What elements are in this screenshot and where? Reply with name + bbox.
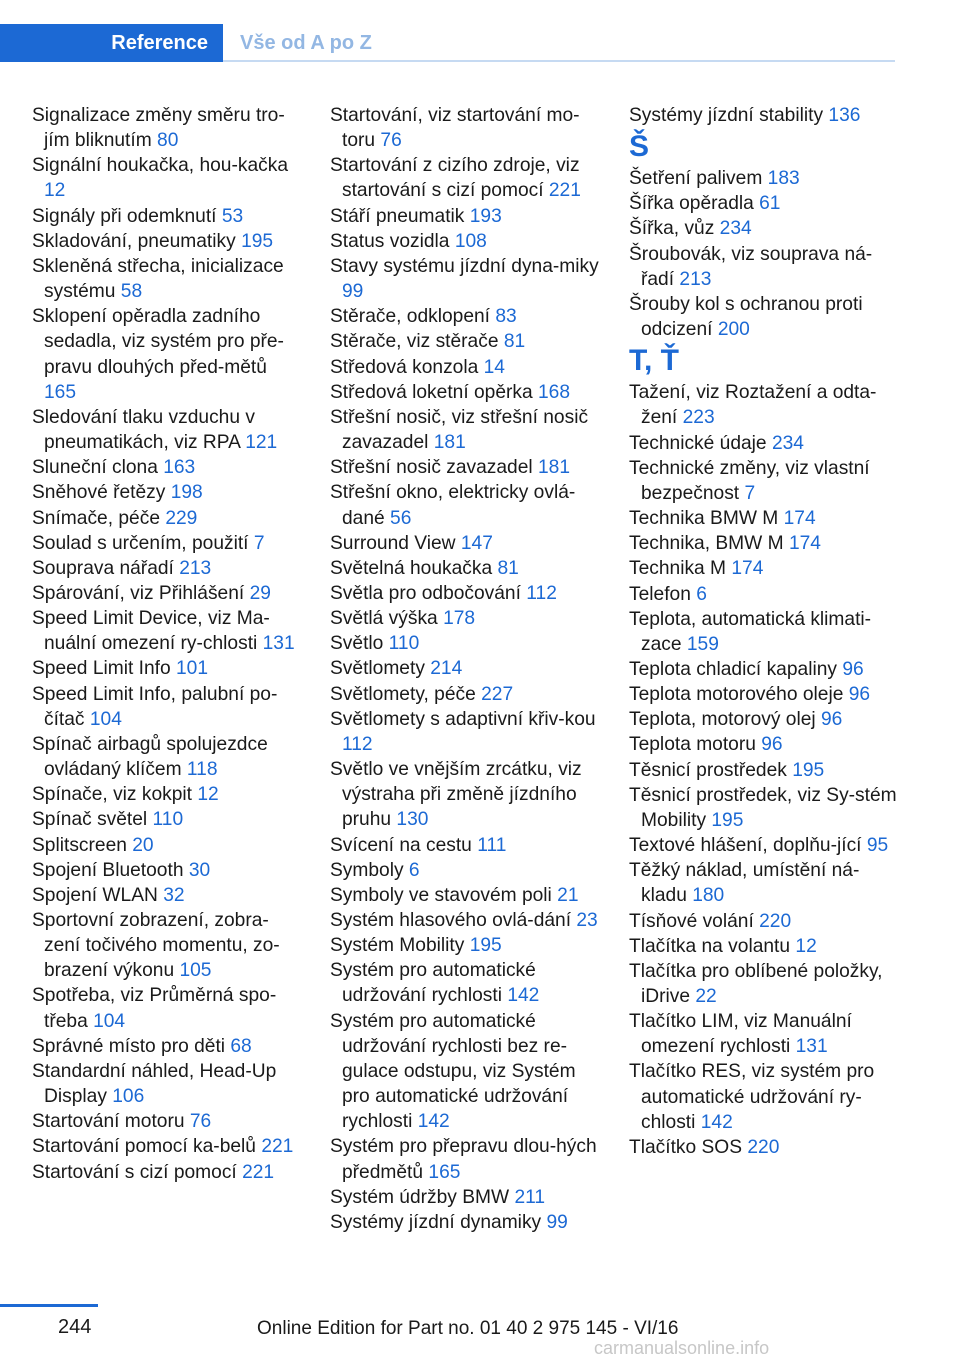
index-entry (330, 581, 602, 606)
index-entry-text: Systémy jízdní dynamiky (330, 1211, 542, 1233)
index-entry-text: Sněhové řetězy (32, 482, 166, 504)
index-entry (32, 153, 302, 203)
section-heading: T, Ť (629, 344, 679, 378)
page-link[interactable]: 23 (576, 910, 598, 931)
index-entry (629, 758, 899, 783)
index-entry-text: Systém pro automatické udržování rychlosti (330, 960, 536, 1007)
page-link[interactable]: 147 (460, 532, 493, 554)
page-link[interactable]: 234 (719, 218, 752, 240)
page-link[interactable]: 96 (820, 709, 843, 731)
page-link[interactable]: 223 (682, 407, 715, 429)
page-link[interactable]: 6 (696, 583, 707, 605)
index-entry-text: Surround View (330, 532, 456, 554)
page-link[interactable]: 165 (44, 381, 77, 403)
index-entry-text: Skleněná střecha, inicializace systému (32, 255, 284, 303)
page-link[interactable]: 200 (717, 319, 750, 341)
page-link[interactable]: 142 (417, 1111, 450, 1133)
index-entry (629, 456, 899, 506)
index-entry-text: Světlo ve vnějším zrcátku, viz výstraha při změně jízdního pruhu (330, 759, 582, 831)
index-entry-text: Světlomety, péče (330, 683, 476, 705)
page-link[interactable]: 99 (546, 1211, 568, 1233)
page-link[interactable]: 195 (241, 230, 274, 252)
index-entry-text: Systém Mobility (330, 935, 465, 957)
page-link[interactable]: 174 (731, 558, 764, 580)
index-entry (629, 1135, 899, 1160)
index-entry-text: Spárování, viz Přihlášení (32, 582, 245, 604)
index-entry-text: Střešní nosič zavazadel (330, 457, 533, 479)
index-entry (32, 103, 302, 153)
index-entry (32, 858, 302, 883)
page-link[interactable]: 104 (89, 708, 122, 730)
index-entry-text: Spínač světel (32, 809, 148, 831)
page-link[interactable]: 183 (767, 168, 800, 190)
page-link[interactable]: 14 (483, 356, 505, 378)
section-heading: Š (629, 130, 650, 164)
index-entry-text: Spojení WLAN (32, 884, 158, 906)
index-entry-text: Středová konzola (330, 356, 479, 378)
index-entry (629, 431, 899, 456)
index-entry (32, 983, 302, 1033)
index-entry (330, 1134, 602, 1184)
index-entry-text: Střešní nosič, viz střešní nosič zavazadel (330, 406, 589, 454)
page-link[interactable]: 81 (497, 557, 519, 579)
footer-rule (0, 1304, 98, 1307)
index-entry-text: Systém údržby BMW (330, 1186, 510, 1208)
index-entry-text: Svícení na cestu (330, 834, 472, 856)
index-entry (330, 1009, 602, 1135)
index-entry (32, 506, 302, 531)
page-link[interactable]: 101 (176, 658, 209, 680)
index-entry (629, 380, 899, 430)
index-entry (330, 329, 602, 354)
index-entry-text: Symboly ve stavovém poli (330, 884, 552, 906)
page-link[interactable]: 112 (526, 582, 557, 604)
index-entry-text: Sportovní zobrazení, zobra‐zení točivého momentu, zo‐brazení výkonu (32, 910, 280, 982)
index-entry-text: Systém hlasového ovlá‐dání (330, 910, 572, 931)
page-link[interactable]: 211 (514, 1186, 546, 1208)
index-entry-text: Tlačítka na volantu (629, 935, 791, 957)
index-entry-text: Status vozidla (330, 230, 450, 252)
index-entry-text: Symboly (330, 859, 404, 881)
index-entry-text: Technika BMW M (629, 508, 779, 530)
index-entry (330, 380, 602, 405)
index-entry (629, 833, 899, 858)
index-entry-text: Startování z cizího zdroje, viz startování s cizí pomocí (330, 155, 580, 202)
index-entry-text: Souprava nářadí (32, 557, 174, 579)
index-entry (330, 606, 602, 631)
index-entry (330, 656, 602, 681)
index-column-2 (330, 103, 602, 1235)
index-entry-text: Systém pro přepravu dlou‐hých předmětů (330, 1136, 597, 1183)
page-link[interactable]: 83 (495, 306, 517, 328)
index-entry-text: Tísňové volání (629, 910, 754, 932)
index-entry (330, 682, 602, 707)
index-entry (330, 531, 602, 556)
index-entry (330, 1185, 602, 1210)
page-link[interactable]: 12 (197, 784, 219, 806)
page-link[interactable]: 220 (759, 910, 792, 932)
page-link[interactable]: 110 (152, 809, 184, 831)
page-link[interactable]: 81 (503, 331, 526, 353)
index-entry-text: Startování s cizí pomocí (32, 1161, 237, 1183)
page-link[interactable]: 61 (759, 193, 781, 215)
index-entry (32, 1109, 302, 1134)
page-link[interactable]: 68 (230, 1035, 252, 1057)
page-link[interactable]: 221 (548, 180, 581, 202)
index-entry-text: Speed Limit Info (32, 658, 171, 680)
page-link[interactable]: 174 (783, 508, 816, 530)
page-link[interactable]: 53 (221, 205, 244, 227)
page-link[interactable]: 105 (179, 960, 212, 982)
index-entry (629, 242, 899, 292)
page-link[interactable]: 76 (380, 130, 402, 152)
index-entry (330, 103, 602, 153)
page-link[interactable]: 180 (692, 885, 725, 907)
index-entry (629, 103, 899, 128)
page-link[interactable]: 56 (390, 507, 412, 529)
index-column-3 (629, 103, 899, 1160)
index-entry-text: Spotřeba, viz Průměrná spo‐třeba (32, 985, 277, 1032)
page-link[interactable]: 221 (242, 1161, 275, 1183)
index-entry (330, 883, 602, 908)
index-entry-text: Tlačítka pro oblíbené položky, iDrive (629, 960, 883, 1007)
index-entry (330, 631, 602, 656)
page-link[interactable]: 21 (557, 884, 579, 906)
index-entry (629, 783, 899, 833)
page-link[interactable]: 20 (132, 834, 154, 856)
index-entry-text: Stěrače, viz stěrače (330, 331, 499, 353)
index-entry-text: Světlá výška (330, 608, 438, 630)
page-link[interactable]: 159 (686, 633, 719, 655)
index-entry-text: Systém pro automatické udržování rychlosti bez re‐gulace odstupu, viz Systém pro automatické udržování rychlosti (330, 1010, 576, 1133)
page-link[interactable]: 95 (866, 835, 889, 857)
index-entry (629, 732, 899, 757)
index-entry-text: Světlomety s adaptivní křiv‐kou (330, 708, 596, 730)
index-entry-text: Tlačítko LIM, viz Manuální omezení rychlosti (629, 1011, 852, 1058)
index-entry (32, 304, 302, 405)
index-entry-text: Šířka, vůz (629, 218, 715, 240)
page-link[interactable]: 96 (848, 684, 871, 706)
index-entry (629, 292, 899, 342)
index-entry-text: Startování pomocí ka‐belů (32, 1136, 256, 1158)
page-link[interactable]: 174 (788, 533, 821, 555)
page-link[interactable]: 106 (112, 1086, 145, 1108)
index-entry (32, 807, 302, 832)
page-link[interactable]: 213 (179, 557, 212, 579)
index-entry-text: Teplota motorového oleje (629, 684, 844, 706)
index-entry (330, 480, 602, 530)
index-entry (330, 556, 602, 581)
index-entry-text: Stavy systému jízdní dyna‐miky (330, 255, 599, 277)
page-link[interactable]: 112 (342, 733, 373, 755)
index-entry-text: Technika M (629, 558, 727, 580)
index-entry-text: Světlo (330, 633, 384, 655)
index-entry-text: Stáří pneumatik (330, 205, 465, 227)
index-entry-text: Sluneční clona (32, 457, 158, 479)
index-entry (32, 1160, 302, 1185)
index-entry (629, 582, 899, 607)
index-entry (32, 883, 302, 908)
index-entry (330, 933, 602, 958)
index-entry (629, 909, 899, 934)
index-entry-text: Technické změny, viz vlastní bezpečnost (629, 457, 870, 504)
page-link[interactable]: 227 (481, 683, 514, 705)
index-entry-text: Standardní náhled, Head-Up Display (32, 1060, 277, 1108)
page-link[interactable]: 7 (744, 482, 756, 504)
page-link[interactable]: 220 (747, 1136, 780, 1158)
index-entry (330, 355, 602, 380)
index-entry (32, 656, 302, 681)
index-entry (32, 1134, 302, 1159)
index-entry (629, 531, 899, 556)
index-entry-text: Soulad s určením, použití (32, 532, 249, 554)
page-link[interactable]: 118 (186, 759, 218, 781)
page-link[interactable]: 131 (795, 1036, 828, 1058)
page-link[interactable]: 181 (537, 457, 570, 479)
page-link[interactable]: 142 (700, 1111, 733, 1133)
index-entry-text: Šrouby kol s ochranou proti odcizení (629, 293, 863, 341)
index-entry (629, 216, 899, 241)
page-link[interactable]: 76 (189, 1111, 212, 1133)
index-entry (32, 556, 302, 581)
page-link[interactable]: 12 (795, 935, 817, 957)
page-link[interactable]: 108 (454, 230, 487, 252)
page-link[interactable]: 229 (165, 507, 198, 529)
index-entry-text: Šetření palivem (629, 168, 763, 190)
index-entry-text: Správné místo pro děti (32, 1035, 226, 1057)
index-entry-text: Sklopení opěradla zadního sedadla, viz systém pro pře‐pravu dlouhých před‐mětů (32, 306, 284, 378)
index-entry-text: Speed Limit Device, viz Ma‐nuální omezení ry‐chlosti (32, 608, 270, 655)
index-entry (32, 455, 302, 480)
index-entry-text: Těžký náklad, umístění ná‐kladu (629, 860, 860, 907)
page-link[interactable]: 80 (157, 130, 179, 152)
index-entry (330, 405, 602, 455)
page-link[interactable]: 195 (469, 935, 502, 957)
page-link[interactable]: 96 (842, 658, 864, 680)
index-entry (330, 958, 602, 1008)
index-entry (629, 657, 899, 682)
header-tabs (0, 24, 895, 62)
index-entry (629, 707, 899, 732)
index-entry (330, 254, 602, 304)
index-entry (330, 707, 602, 757)
index-entry-text: Stěrače, odklopení (330, 306, 491, 328)
index-entry (330, 833, 602, 858)
page-link[interactable]: 30 (188, 859, 211, 881)
index-entry (32, 833, 302, 858)
index-entry-text: Světelná houkačka (330, 557, 493, 579)
index-entry (629, 191, 899, 216)
index-entry (629, 1059, 899, 1134)
index-entry-text: Signální houkačka, hou‐kačka (32, 155, 288, 177)
index-entry (32, 606, 302, 656)
index-column-1 (32, 103, 302, 1185)
index-entry (32, 732, 302, 782)
index-entry-text: Telefon (629, 583, 691, 605)
index-entry (32, 405, 302, 455)
index-entry-text: Spojení Bluetooth (32, 859, 184, 881)
page-link[interactable]: 110 (388, 633, 420, 655)
page-link[interactable]: 121 (245, 432, 278, 454)
page-number: 244 (58, 1316, 92, 1338)
page-link[interactable]: 131 (262, 633, 295, 655)
index-entry-text: Šířka opěradla (629, 193, 754, 215)
page-link[interactable]: 58 (120, 281, 143, 303)
page-link[interactable]: 195 (792, 759, 825, 781)
index-entry (32, 1034, 302, 1059)
index-entry-text: Spínač airbagů spolujezdce ovládaný klíčem (32, 733, 268, 781)
index-entry-text: Teplota, automatická klimati‐zace (629, 608, 872, 655)
page-link[interactable]: 198 (170, 482, 203, 504)
index-entry-text: Technické údaje (629, 432, 767, 454)
index-entry-text: Signalizace změny směru tro‐jím bliknutím (32, 105, 285, 152)
index-entry-text: Spínače, viz kokpit (32, 784, 192, 806)
index-entry (32, 204, 302, 229)
index-entry-text: Textové hlášení, doplňu‐jící (629, 835, 862, 857)
page-link[interactable]: 29 (249, 582, 271, 604)
index-entry (330, 204, 602, 229)
watermark: carmanualsonline.info (594, 1338, 770, 1358)
edition-note: Online Edition for Part no. 01 40 2 975 145 - VI/16 (257, 1318, 679, 1339)
page-link[interactable]: 104 (93, 1010, 126, 1032)
tab-reference[interactable]: Reference (0, 24, 223, 62)
index-entry-text: Teplota chladicí kapaliny (629, 658, 837, 680)
tab-a-to-z[interactable]: Vše od A po Z (240, 32, 372, 54)
index-entry-text: Snímače, péče (32, 507, 160, 529)
index-entry-text: Skladování, pneumatiky (32, 230, 236, 252)
index-entry (330, 858, 602, 883)
index-entry-text: Tlačítko SOS (629, 1136, 743, 1158)
index-entry (32, 908, 302, 983)
index-entry-text: Tlačítko RES, viz systém pro automatické udržování ry‐chlosti (629, 1061, 875, 1133)
page-link[interactable]: 213 (679, 268, 712, 290)
index-entry (32, 682, 302, 732)
index-entry-text: Splitscreen (32, 834, 127, 856)
index-entry-text: Sledování tlaku vzduchu v pneumatikách, viz RPA (32, 406, 255, 454)
index-entry (330, 229, 602, 254)
index-entry (629, 607, 899, 657)
page-link[interactable]: 32 (163, 884, 185, 906)
index-entry (32, 254, 302, 304)
page-link[interactable]: 142 (507, 985, 540, 1007)
index-entry-text: Těsnicí prostředek, viz Sy‐stém Mobility (629, 784, 897, 831)
index-entry (32, 480, 302, 505)
index-entry (629, 166, 899, 191)
index-entry-text: Teplota motoru (629, 734, 756, 756)
index-entry (629, 934, 899, 959)
index-entry-text: Středová loketní opěrka (330, 381, 533, 403)
index-entry-text: Tažení, viz Roztažení a odta‐žení (629, 382, 877, 429)
page-link[interactable]: 163 (163, 457, 196, 479)
page-link[interactable]: 214 (430, 658, 463, 680)
page-link[interactable]: 130 (396, 809, 429, 831)
index-entry (330, 455, 602, 480)
index-entry (32, 531, 302, 556)
index-entry-text: Šroubovák, viz souprava ná‐řadí (629, 243, 873, 290)
index-entry (629, 506, 899, 531)
page-link[interactable]: 136 (828, 105, 861, 126)
page-link[interactable]: 7 (253, 532, 265, 554)
page-link[interactable]: 195 (711, 809, 744, 831)
index-entry (330, 757, 602, 832)
index-entry (330, 304, 602, 329)
index-entry-text: Startování, viz startování mo‐toru (330, 105, 580, 152)
index-entry (330, 1210, 602, 1235)
index-entry (32, 1059, 302, 1109)
page-link[interactable]: 96 (761, 734, 783, 756)
page-link[interactable]: 193 (469, 205, 502, 227)
page-link[interactable]: 178 (443, 608, 476, 630)
page-link[interactable]: 168 (538, 381, 571, 403)
page-link[interactable]: 181 (433, 432, 466, 454)
index-entry-text: Těsnicí prostředek (629, 759, 787, 781)
index-entry-text: Světlomety (330, 658, 425, 680)
index-entry (629, 1009, 899, 1059)
index-entry (629, 682, 899, 707)
index-entry-text: Startování motoru (32, 1111, 185, 1133)
index-entry (629, 959, 899, 1009)
index-entry (629, 858, 899, 908)
index-entry-text: Signály při odemknutí (32, 205, 217, 227)
index-entry (330, 908, 602, 933)
page-link[interactable]: 221 (261, 1136, 294, 1158)
index-entry (32, 581, 302, 606)
page-link[interactable]: 6 (408, 859, 420, 881)
index-entry-text: Střešní okno, elektricky ovlá‐dané (330, 482, 576, 529)
index-entry (32, 229, 302, 254)
page-link[interactable]: 12 (44, 180, 66, 202)
page-link[interactable]: 99 (342, 281, 364, 303)
page-link[interactable]: 165 (428, 1161, 461, 1183)
index-entry-text: Technika, BMW M (629, 533, 784, 555)
index-entry-text: Světla pro odbočování (330, 582, 521, 604)
page-link[interactable]: 234 (771, 432, 804, 454)
index-entry (629, 556, 899, 581)
index-entry-text: Speed Limit Info, palubní po‐čítač (32, 683, 278, 730)
index-entry-text: Teplota, motorový olej (629, 709, 816, 731)
index-entry-text: Systémy jízdní stability (629, 105, 824, 126)
index-entry (32, 782, 302, 807)
page-link[interactable]: 111 (477, 834, 507, 856)
page-link[interactable]: 22 (695, 986, 717, 1007)
index-entry (330, 153, 602, 203)
